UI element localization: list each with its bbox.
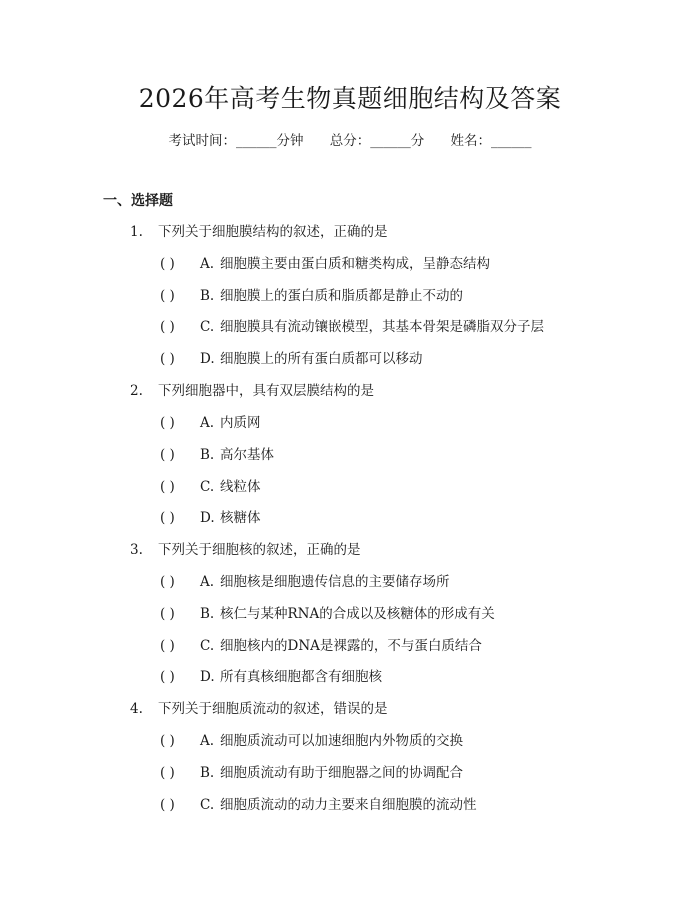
question-2-option-b	[160, 444, 274, 466]
option-text: 核糖体	[220, 510, 261, 526]
question-1-option-d	[160, 348, 423, 370]
question-4-option-b	[160, 762, 463, 784]
option-text: 所有真核细胞都含有细胞核	[220, 669, 382, 685]
option-letter: D.	[200, 669, 215, 685]
question-1-option-b	[160, 285, 463, 307]
option-letter: D.	[200, 510, 215, 526]
answer-bracket: ( )	[160, 479, 175, 495]
answer-bracket: ( )	[160, 669, 175, 685]
question-1	[130, 221, 388, 243]
question-4-option-c	[160, 794, 477, 816]
question-1-option-a	[160, 253, 490, 275]
question-number: 4.	[130, 701, 143, 717]
question-text: 下列关于细胞质流动的叙述，错误的是	[158, 701, 388, 717]
question-4-option-a	[160, 730, 463, 752]
option-text: 细胞核内的DNA是裸露的，不与蛋白质结合	[220, 638, 482, 654]
option-text: 高尔基体	[220, 447, 274, 463]
option-text: 细胞质流动有助于细胞器之间的协调配合	[220, 765, 463, 781]
exam-meta	[0, 130, 700, 152]
answer-bracket: ( )	[160, 415, 175, 431]
option-letter: A.	[200, 256, 215, 272]
option-text: 内质网	[220, 415, 261, 431]
option-text: 细胞膜主要由蛋白质和糖类构成，呈静态结构	[220, 256, 490, 272]
option-letter: C.	[200, 797, 215, 813]
question-3-option-a	[160, 571, 450, 593]
question-2-option-a	[160, 412, 261, 434]
question-text: 下列关于细胞膜结构的叙述，正确的是	[158, 224, 388, 240]
page-title: 2026年高考生物真题细胞结构及答案	[138, 84, 562, 113]
answer-bracket: ( )	[160, 447, 175, 463]
option-letter: D.	[200, 351, 215, 367]
total-score-field: 总分：______分	[329, 133, 425, 149]
option-letter: B.	[200, 447, 215, 463]
question-3-option-b	[160, 603, 495, 625]
option-letter: A.	[200, 733, 215, 749]
answer-bracket: ( )	[160, 638, 175, 654]
option-letter: C.	[200, 638, 215, 654]
answer-bracket: ( )	[160, 510, 175, 526]
answer-bracket: ( )	[160, 351, 175, 367]
question-number: 2.	[130, 383, 143, 399]
student-name-field: 姓名：______	[450, 133, 532, 149]
option-text: 细胞膜上的蛋白质和脂质都是静止不动的	[220, 288, 463, 304]
question-1-option-c	[160, 316, 544, 338]
option-letter: C.	[200, 479, 215, 495]
option-letter: B.	[200, 288, 215, 304]
option-text: 细胞核是细胞遗传信息的主要储存场所	[220, 574, 450, 590]
option-letter: C.	[200, 319, 215, 335]
option-letter: A.	[200, 415, 215, 431]
section-heading: 一、选择题	[103, 193, 173, 209]
question-2	[130, 380, 374, 402]
option-letter: A.	[200, 574, 215, 590]
answer-bracket: ( )	[160, 765, 175, 781]
question-text: 下列关于细胞核的叙述，正确的是	[158, 542, 361, 558]
exam-time-field: 考试时间：______分钟	[168, 133, 304, 149]
question-2-option-d	[160, 507, 261, 529]
question-3-option-c	[160, 635, 482, 657]
answer-bracket: ( )	[160, 606, 175, 622]
question-4	[130, 698, 388, 720]
question-text: 下列细胞器中，具有双层膜结构的是	[158, 383, 374, 399]
answer-bracket: ( )	[160, 319, 175, 335]
answer-bracket: ( )	[160, 288, 175, 304]
answer-bracket: ( )	[160, 797, 175, 813]
answer-bracket: ( )	[160, 574, 175, 590]
option-letter: B.	[200, 765, 215, 781]
question-number: 1.	[130, 224, 143, 240]
option-text: 核仁与某种RNA的合成以及核糖体的形成有关	[220, 606, 495, 622]
answer-bracket: ( )	[160, 733, 175, 749]
option-text: 细胞膜上的所有蛋白质都可以移动	[220, 351, 423, 367]
question-2-option-c	[160, 476, 261, 498]
option-text: 细胞质流动的动力主要来自细胞膜的流动性	[220, 797, 477, 813]
answer-bracket: ( )	[160, 256, 175, 272]
option-letter: B.	[200, 606, 215, 622]
option-text: 线粒体	[220, 479, 261, 495]
question-3	[130, 539, 361, 561]
option-text: 细胞质流动可以加速细胞内外物质的交换	[220, 733, 463, 749]
option-text: 细胞膜具有流动镶嵌模型，其基本骨架是磷脂双分子层	[220, 319, 544, 335]
question-3-option-d	[160, 666, 382, 688]
question-number: 3.	[130, 542, 143, 558]
